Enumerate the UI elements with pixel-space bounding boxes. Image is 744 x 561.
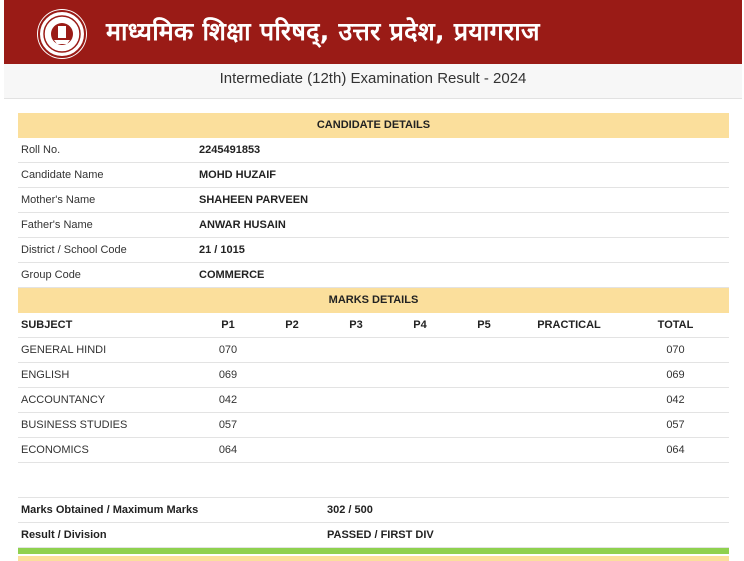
marks-cell-p5 [452,413,516,438]
pass-status-bar [18,548,729,554]
marks-cell-p3 [324,338,388,363]
board-title: माध्यमिक शिक्षा परिषद्, उत्तर प्रदेश, प्रयागराज [106,17,540,46]
marks-header-row [18,313,729,338]
marks-cell-p5 [452,438,516,463]
marks-cell-p4 [388,413,452,438]
marks-cell-subject: GENERAL HINDI [18,338,196,363]
marks-cell-p1: 069 [196,363,260,388]
candidate-field-value: MOHD HUZAIF [199,169,276,181]
column-header: P1 [196,313,260,338]
column-header: P5 [452,313,516,338]
marks-cell-p3 [324,438,388,463]
marks-cell-p4 [388,438,452,463]
subject-row [18,388,729,413]
subject-row [18,338,729,363]
candidate-field-label: Group Code [21,269,81,281]
marks-cell-p5 [452,363,516,388]
marks-cell-total: 070 [622,338,729,363]
result-card [18,113,729,554]
subject-row [18,413,729,438]
result-division-value: PASSED / FIRST DIV [327,529,434,541]
column-header: SUBJECT [18,313,196,338]
marks-cell-subject: ACCOUNTANCY [18,388,196,413]
marks-cell-total: 064 [622,438,729,463]
candidate-details [18,138,729,288]
result-division-row [18,523,729,548]
candidate-field-value: SHAHEEN PARVEEN [199,194,309,206]
marks-cell-p2 [260,438,324,463]
candidate-row [18,263,729,288]
marks-cell-practical [516,388,622,413]
candidate-field-value: 21 / 1015 [199,244,245,256]
marks-cell-subject: ECONOMICS [18,438,196,463]
candidate-field-label: Roll No. [21,144,61,156]
marks-cell-p4 [388,363,452,388]
candidate-field-value: COMMERCE [199,269,265,281]
candidate-field-label: Mother's Name [21,194,96,206]
marks-cell-total: 069 [622,363,729,388]
candidate-row [18,138,729,163]
column-header: PRACTICAL [516,313,622,338]
marks-cell-p5 [452,338,516,363]
marks-cell-practical [516,338,622,363]
marks-cell-subject: ENGLISH [18,363,196,388]
upmsp-emblem-icon [37,9,87,59]
marks-cell-p3 [324,388,388,413]
marks-cell-total: 042 [622,388,729,413]
marks-cell-total: 057 [622,413,729,438]
marks-cell-p5 [452,388,516,413]
marks-cell-p1: 057 [196,413,260,438]
candidate-field-label: Candidate Name [21,169,104,181]
candidate-row [18,238,729,263]
site-header [4,0,742,64]
exam-title-bar [4,64,742,99]
candidate-field-value: 2245491853 [199,144,261,156]
marks-cell-p2 [260,413,324,438]
subject-row [18,438,729,463]
column-header: P3 [324,313,388,338]
marks-cell-subject: BUSINESS STUDIES [18,413,196,438]
marks-cell-p4 [388,388,452,413]
marks-cell-practical [516,413,622,438]
marks-cell-practical [516,363,622,388]
marks-cell-p1: 064 [196,438,260,463]
spacer-row [18,463,729,498]
marks-details-heading: MARKS DETAILS [18,288,729,313]
marks-cell-p4 [388,338,452,363]
marks-obtained-label: Marks Obtained / Maximum Marks [21,504,199,516]
marks-cell-p2 [260,388,324,413]
column-header: TOTAL [622,313,729,338]
subject-row [18,363,729,388]
marks-cell-p3 [324,363,388,388]
marks-obtained-value: 302 / 500 [327,504,373,516]
marks-cell-p3 [324,413,388,438]
marks-cell-practical [516,438,622,463]
column-header: P4 [388,313,452,338]
candidate-field-label: Father's Name [21,219,93,231]
marks-cell-p1: 070 [196,338,260,363]
candidate-field-label: District / School Code [21,244,127,256]
marks-cell-p2 [260,363,324,388]
marks-cell-p2 [260,338,324,363]
marks-table [18,313,729,463]
candidate-details-heading: CANDIDATE DETAILS [18,113,729,138]
candidate-field-value: ANWAR HUSAIN [199,219,286,231]
candidate-row [18,213,729,238]
footer-strip [18,556,729,561]
result-division-label: Result / Division [21,529,107,541]
exam-title: Intermediate (12th) Examination Result - 2024 [219,70,527,87]
marks-obtained-row [18,498,729,523]
column-header: P2 [260,313,324,338]
candidate-row [18,188,729,213]
candidate-row [18,163,729,188]
marks-cell-p1: 042 [196,388,260,413]
